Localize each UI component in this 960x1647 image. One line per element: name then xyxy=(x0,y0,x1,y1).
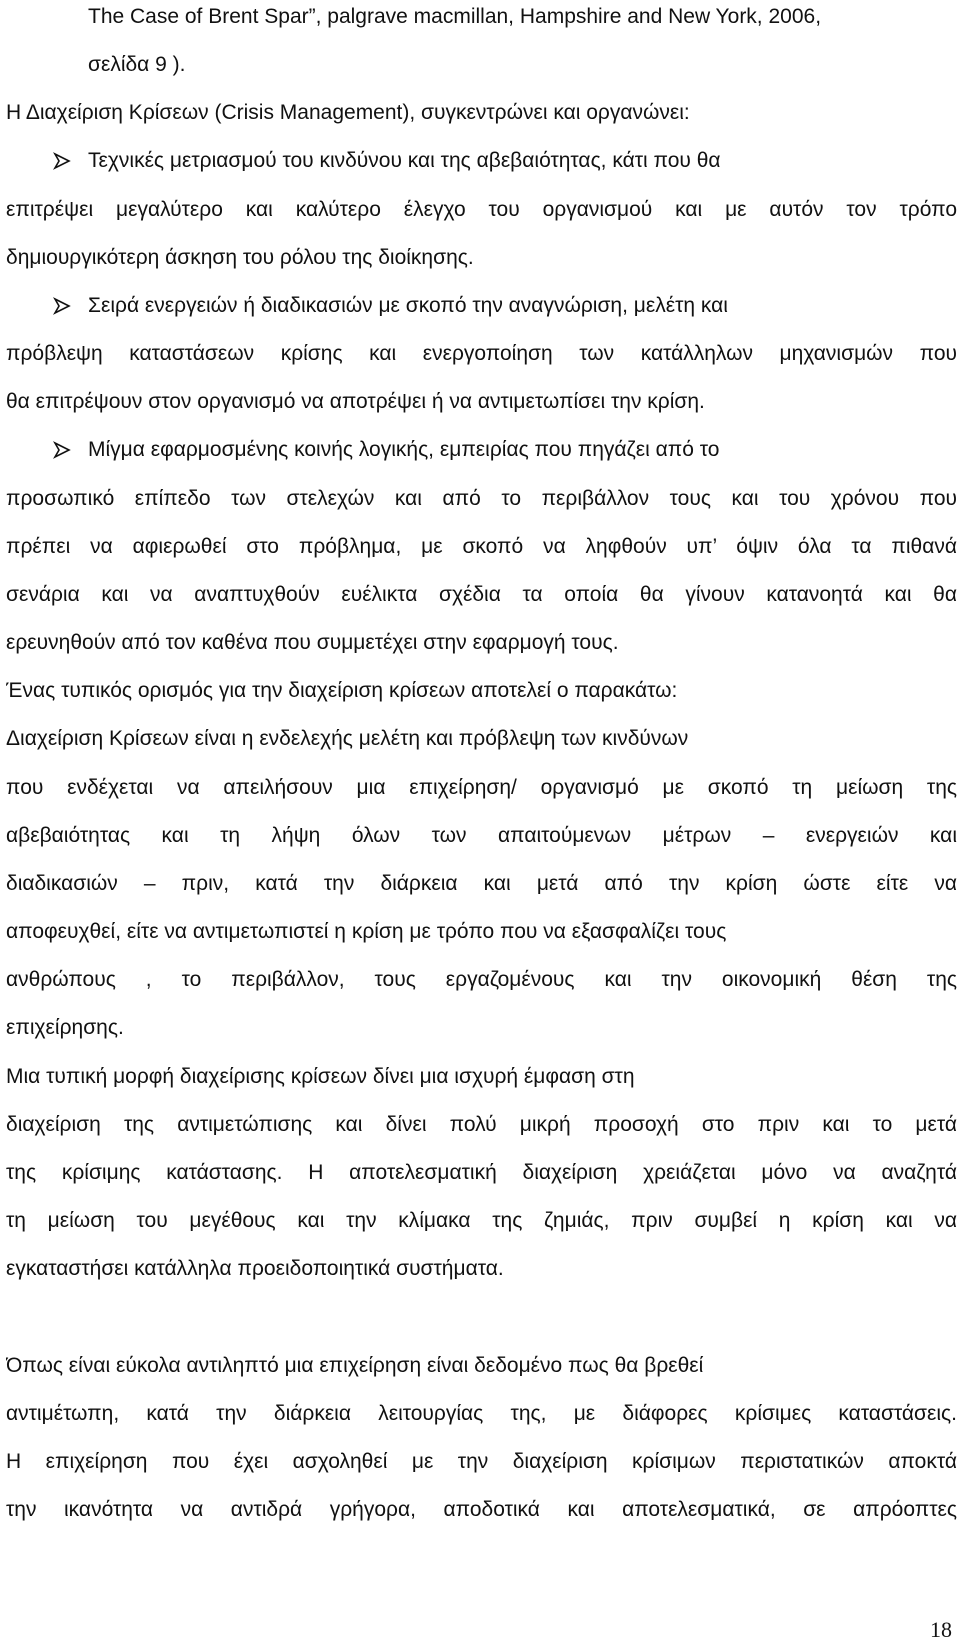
paragraph-final-line-3: Η επιχείρηση που έχει ασχοληθεί με την διαχείριση κρίσιμων περιστατικών αποκτά xyxy=(6,1450,957,1473)
arrowhead-bullet-icon xyxy=(52,292,74,320)
bullet-1-line-1: Τεχνικές μετριασμού του κινδύνου και της αβεβαιότητας, κάτι που θα xyxy=(88,149,721,172)
citation-line-2: σελίδα 9 ). xyxy=(88,53,186,76)
paragraph-final-line-4: την ικανότητα να αντιδρά γρήγορα, αποδοτικά και αποτελεσματικά, σε απρόοπτες xyxy=(6,1498,957,1521)
arrowhead-bullet-icon xyxy=(52,436,74,464)
bullet-2-line-2: πρόβλεψη καταστάσεων κρίσης και ενεργοποίηση των κατάλληλων μηχανισμών που xyxy=(6,342,957,365)
definition-line-5: αποφευχθεί, είτε να αντιμετωπιστεί η κρίση με τρόπο που να εξασφαλίζει τους xyxy=(6,920,727,943)
citation-line-1: The Case of Brent Spar”, palgrave macmillan, Hampshire and New York, 2006, xyxy=(88,5,822,28)
bullet-3-line-3: πρέπει να αφιερωθεί στο πρόβλημα, με σκοπό να ληφθούν υπ’ όψιν όλα τα πιθανά xyxy=(6,535,957,558)
paragraph-final-line-2: αντιμέτωπη, κατά την διάρκεια λειτουργίας της, με διάφορες κρίσιμες καταστάσεις. xyxy=(6,1402,957,1425)
bullet-3-line-5: ερευνηθούν από τον καθένα που συμμετέχει στην εφαρμογή τους. xyxy=(6,631,619,654)
bullet-1-line-2: επιτρέψει μεγαλύτερο και καλύτερο έλεγχο του οργανισμού και με αυτόν τον τρόπο xyxy=(6,198,957,221)
paragraph-typical-line-4: τη μείωση του μεγέθους και την κλίμακα της ζημιάς, πριν συμβεί η κρίση και να xyxy=(6,1209,957,1232)
definition-intro: Ένας τυπικός ορισμός για την διαχείριση κρίσεων αποτελεί ο παρακάτω: xyxy=(6,679,678,702)
paragraph-typical-line-5: εγκαταστήσει κατάλληλα προειδοποιητικά συστήματα. xyxy=(6,1257,504,1280)
definition-line-7: επιχείρησης. xyxy=(6,1016,124,1039)
arrowhead-bullet-icon xyxy=(52,147,74,175)
definition-line-2: που ενδέχεται να απειλήσουν μια επιχείρηση/ οργανισμό με σκοπό τη μείωση της xyxy=(6,776,957,799)
bullet-3-line-1: Μίγμα εφαρμοσμένης κοινής λογικής, εμπειρίας που πηγάζει από το xyxy=(88,438,720,461)
paragraph-final-line-1: Όπως είναι εύκολα αντιληπτό μια επιχείρηση είναι δεδομένο πως θα βρεθεί xyxy=(6,1354,704,1377)
bullet-2-line-3: θα επιτρέψουν στον οργανισμό να αποτρέψει ή να αντιμετωπίσει την κρίση. xyxy=(6,390,705,413)
page-number: 18 xyxy=(930,1617,952,1642)
paragraph-typical-line-3: της κρίσιμης κατάστασης. Η αποτελεσματική διαχείριση χρειάζεται μόνο να αναζητά xyxy=(6,1161,957,1184)
definition-line-3: αβεβαιότητας και τη λήψη όλων των απαιτούμενων μέτρων – ενεργειών και xyxy=(6,824,957,847)
definition-line-4: διαδικασιών – πριν, κατά την διάρκεια και μετά από την κρίση ώστε είτε να xyxy=(6,872,957,895)
definition-line-6: ανθρώπους , το περιβάλλον, τους εργαζομένους και την οικονομική θέση της xyxy=(6,968,957,991)
intro-heading: Η Διαχείριση Κρίσεων (Crisis Management), συγκεντρώνει και οργανώνει: xyxy=(6,101,690,124)
bullet-1-line-3: δημιουργικότερη άσκηση του ρόλου της διοίκησης. xyxy=(6,246,474,269)
bullet-3-line-4: σενάρια και να αναπτυχθούν ευέλικτα σχέδια τα οποία θα γίνουν κατανοητά και θα xyxy=(6,583,957,606)
paragraph-typical-line-1: Μια τυπική μορφή διαχείρισης κρίσεων δίνει μια ισχυρή έμφαση στη xyxy=(6,1065,635,1088)
bullet-2-line-1: Σειρά ενεργειών ή διαδικασιών με σκοπό την αναγνώριση, μελέτη και xyxy=(88,294,728,317)
paragraph-typical-line-2: διαχείριση της αντιμετώπισης και δίνει πολύ μικρή προσοχή στο πριν και το μετά xyxy=(6,1113,957,1136)
bullet-3-line-2: προσωπικό επίπεδο των στελεχών και από το περιβάλλον τους και του χρόνου που xyxy=(6,487,957,510)
definition-line-1: Διαχείριση Κρίσεων είναι η ενδελεχής μελέτη και πρόβλεψη των κινδύνων xyxy=(6,727,689,750)
